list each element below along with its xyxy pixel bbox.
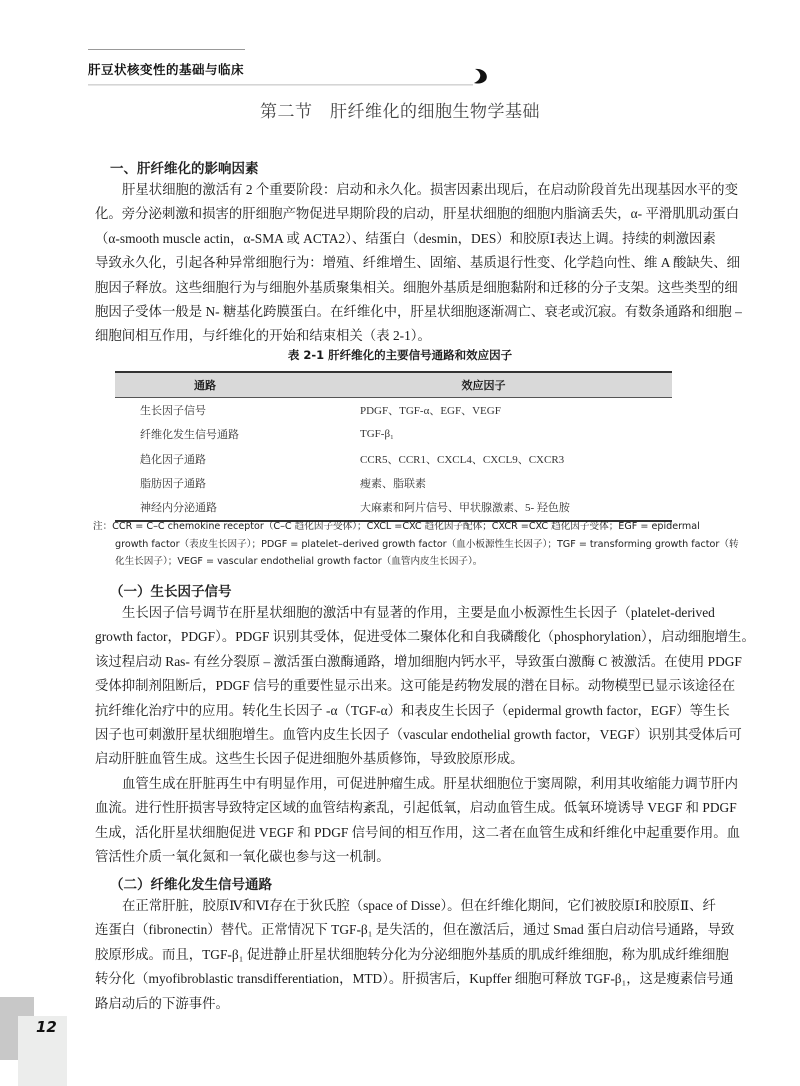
text-line: 管活性介质一氧化氮和一氧化碳也参与这一机制。 xyxy=(95,849,390,865)
text-line: 路启动后的下游事件。 xyxy=(95,995,229,1011)
heading-fibrogenesis-pathway: （二）纤维化发生信号通路 xyxy=(110,877,272,893)
table-row xyxy=(115,495,672,519)
cell-pathway: 神经内分泌通路 xyxy=(140,502,217,515)
table-title: 表 2-1 肝纤维化的主要信号通路和效应因子 xyxy=(287,348,513,362)
cell-effector: PDGF、TGF-α、EGF、VEGF xyxy=(360,405,501,418)
crescent-icon xyxy=(472,67,490,85)
table-header-row xyxy=(115,371,672,398)
text-line: 转分化（myofibroblastic transdifferentiation，MTD）。肝损害后，Kupffer 细胞可释放 TGF-β₁，这是瘦素信号通 xyxy=(95,971,734,987)
cell-pathway: 纤维化发生信号通路 xyxy=(140,429,239,442)
note-line: 化生长因子）；VEGF = vascular endothelial growth factor（血管内皮生长因子）。 xyxy=(115,556,483,567)
text-line: 生长因子信号调节在肝星状细胞的激活中有显著的作用，主要是血小板源性生长因子（platelet-derived xyxy=(122,605,715,620)
text-line: growth factor，PDGF）。PDGF 识别其受体，促进受体二聚体化和自我磷酸化（phosphorylation），启动细胞增生。 xyxy=(95,629,755,645)
table-row xyxy=(115,422,672,446)
text-line: 连蛋白（fibronectin）替代。正常情况下 TGF-β₁ 是失活的，但在激活后，通过 Smad 蛋白启动信号通路，导致 xyxy=(95,922,735,938)
text-line: 抗纤维化治疗中的应用。转化生长因子 -α（TGF-α）和表皮生长因子（epidermal growth factor，EGF）等生长 xyxy=(95,702,730,718)
note-line: growth factor（表皮生长因子）；PDGF = platelet–derived growth factor（血小板源性生长因子）；TGF = transforming growth factor（转 xyxy=(115,538,739,550)
cell-pathway: 生长因子信号 xyxy=(140,405,206,418)
text-line: 因子也可刺激肝星状细胞增生。血管内皮生长因子（vascular endothelial growth factor，VEGF）识别其受体后可 xyxy=(95,726,742,742)
paragraph-1 xyxy=(95,178,742,349)
text-line: （α-smooth muscle actin，α-SMA 或 ACTA2）、结蛋白（desmin，DES）和胶原Ⅰ表达上调。持续的刺激因素 xyxy=(95,230,716,246)
text-line: 导致永久化，引起各种异常细胞行为：增殖、纤维增生、固缩、基质退行性变、化学趋向性、维 A 酸缺失、细 xyxy=(95,255,740,271)
header-rule-top xyxy=(88,49,245,50)
text-line: 血流。进行性肝损害导致特定区域的血管结构紊乱，引起低氧，启动血管生成。低氧环境诱导 VEGF 和 PDGF xyxy=(95,800,737,816)
cell-pathway: 趋化因子通路 xyxy=(140,453,206,466)
table-row xyxy=(115,447,672,471)
text-line: 受体抑制剂阻断后，PDGF 信号的重要性显示出来。这可能是药物发展的潜在目标。动物模型已显示该途径在 xyxy=(95,678,736,694)
cell-effector: CCR5、CCR1、CXCL4、CXCL9、CXCR3 xyxy=(360,453,565,466)
column-header-effector: 效应因子 xyxy=(461,379,506,392)
text-line: 胞因子释放。这些细胞行为与细胞外基质聚集相关。细胞外基质是细胞黏附和迁移的分子支架。这些类型的细 xyxy=(95,279,738,295)
column-header-pathway: 通路 xyxy=(194,379,216,392)
text-line: 该过程启动 Ras- 有丝分裂原 – 激活蛋白激酶通路，增加细胞内钙水平，导致蛋白激酶 C 被激活。在使用 PDGF xyxy=(95,653,742,669)
cell-effector: TGF-β₁ xyxy=(360,428,394,441)
cell-effector: 瘦素、脂联素 xyxy=(360,478,426,491)
cell-pathway: 脂肪因子通路 xyxy=(140,478,206,491)
text-line: 启动肝脏血管生成。这些生长因子促进细胞外基质修饰，导致胶原形成。 xyxy=(95,751,524,767)
section-title: 第二节 肝纤维化的细胞生物学基础 xyxy=(260,102,540,122)
header-rule-bottom xyxy=(88,84,473,86)
paragraph-4 xyxy=(95,894,735,1016)
text-line: 细胞间相互作用，与纤维化的开始和结束相关（表 2-1）。 xyxy=(95,328,431,344)
note-line: 注：CCR = C–C chemokine receptor（C–C 趋化因子受体）；CXCL =CXC 趋化因子配体；CXCR =CXC 趋化因子受体；EGF = epidermal xyxy=(93,521,700,532)
text-line: 在正常肝脏，胶原Ⅳ和Ⅵ存在于狄氏腔（space of Disse）。但在纤维化期间，它们被胶原Ⅰ和胶原Ⅱ、纤 xyxy=(122,898,716,913)
heading-growth-factor-signal: （一）生长因子信号 xyxy=(110,584,232,600)
signal-pathway-table xyxy=(115,371,672,522)
table-note xyxy=(93,518,739,571)
text-line: 生成，活化肝星状细胞促进 VEGF 和 PDGF 信号间的相互作用，这二者在血管生成和纤维化中起重要作用。血 xyxy=(95,824,740,840)
text-line: 胶原形成。而且，TGF-β₁ 促进静止肝星状细胞转分化为分泌细胞外基质的肌成纤维细胞，称为肌成纤维细胞 xyxy=(95,946,729,962)
text-line: 胞因子受体一般是 N- 糖基化跨膜蛋白。在纤维化中，肝星状细胞逐渐凋亡、衰老或沉寂。有数条通路和细胞 – xyxy=(95,303,742,319)
table-row xyxy=(115,471,672,495)
text-line: 肝星状细胞的激活有 2 个重要阶段：启动和永久化。损害因素出现后，在启动阶段首先出现基因水平的变 xyxy=(122,182,738,197)
table-row xyxy=(115,398,672,422)
paragraph-3 xyxy=(95,772,740,870)
running-header: 肝豆状核变性的基础与临床 xyxy=(88,62,245,77)
cell-effector: 大麻素和阿片信号、甲状腺激素、5- 羟色胺 xyxy=(360,502,570,515)
text-line: 血管生成在肝脏再生中有明显作用，可促进肿瘤生成。肝星状细胞位于窦周隙，利用其收缩能力调节肝内 xyxy=(122,776,738,791)
heading-influencing-factors: 一、肝纤维化的影响因素 xyxy=(110,161,259,177)
text-line: 化。旁分泌刺激和损害的肝细胞产物促进早期阶段的启动，肝星状细胞的细胞内脂滴丢失，α- 平滑肌肌动蛋白 xyxy=(95,206,740,222)
page-number: 12 xyxy=(36,1018,57,1036)
paragraph-2 xyxy=(95,601,755,772)
